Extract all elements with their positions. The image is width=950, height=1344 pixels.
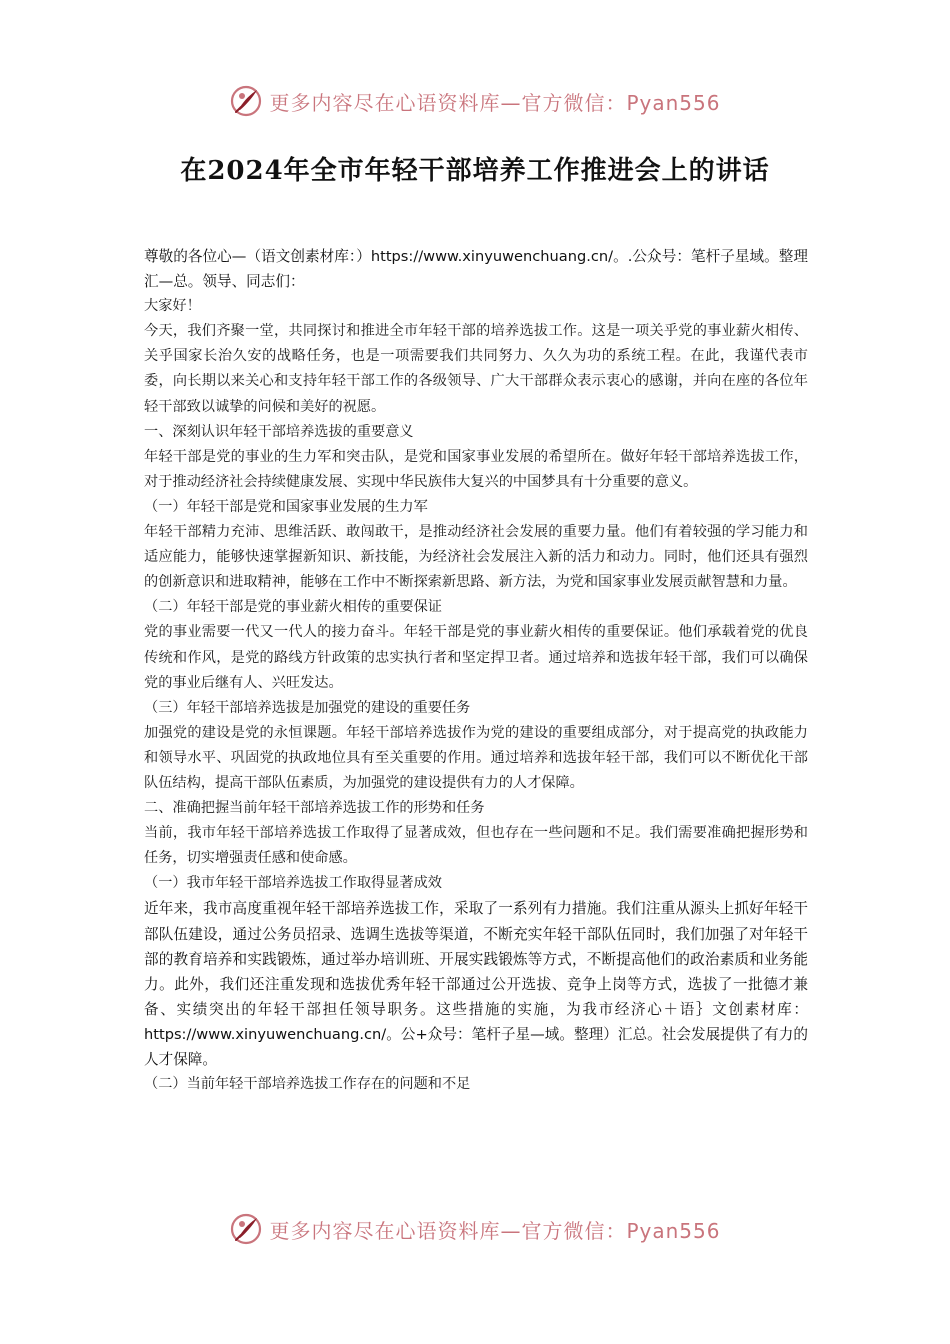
intro-paragraph: 今天，我们齐聚一堂，共同探讨和推进全市年轻干部的培养选拔工作。这是一项关乎党的事业薪火相传、关乎国家长治久安的战略任务，也是一项需要我们共同努力、久久为功的系统工程。在此，我谨代表市委，向长期以来关心和支持年轻干部工作的各级领导、广大干部群众表示衷心的感谢，并向在座的各位年轻干部致以诚挚的问候和美好的祝愿。 [144,323,808,415]
salutation-paragraph: 尊敬的各位心—（语文创素材库：）https://www.xinyuwenchuang.cn/。.公众号：笔杆子星域。整理汇—总。领导、同志们： [144,248,808,291]
watermark-text: 更多内容尽在心语资料库—官方微信：Pyan556 [269,90,721,115]
watermark-banner-bottom [0,1212,950,1246]
section-heading-1: 一、深刻认识年轻干部培养选拔的重要意义 [144,423,414,440]
document-title: 在2024年全市年轻干部培养工作推进会上的讲话 [180,156,770,186]
watermark-banner-top [0,84,950,118]
subsection-heading-2-1: （一）我市年轻干部培养选拔工作取得显著成效 [144,875,442,892]
subsection-heading-1-2: （二）年轻干部是党的事业薪火相传的重要保证 [144,599,442,616]
quill-logo-icon [229,84,263,118]
watermark-text: 更多内容尽在心语资料库—官方微信：Pyan556 [269,1218,721,1243]
body-paragraph: 年轻干部是党的事业的生力军和突击队，是党和国家事业发展的希望所在。做好年轻干部培养选拔工作，对于推动经济社会持续健康发展、实现中华民族伟大复兴的中国梦具有十分重要的意义。 [144,448,808,490]
body-paragraph-achievements: 近年来，我市高度重视年轻干部培养选拔工作，采取了一系列有力措施。我们注重从源头上抓好年轻干部队伍建设，通过公务员招录、选调生选拔等渠道，不断充实年轻干部队伍同时，我们加强了对年轻干部的教育培养和实践锻炼，通过举办培训班、开展实践锻炼等方式，不断提高他们的政治素质和业务能力。此外，我们还注重发现和选拔优秀年轻干部通过公开选拔、竞争上岗等方式，选拔了一批德才兼备、实绩突出的年轻干部担任领导职务。这些措施的实施，为我市经济心＋语｝文创素材库：https://www.xinyuwenchuang.cn/。公+众号：笔杆子星—域。整理）汇总。社会发展提供了有力的人才保障。 [144,900,808,1068]
subsection-heading-2-2: （二）当前年轻干部培养选拔工作存在的问题和不足 [144,1076,471,1093]
body-paragraph: 党的事业需要一代又一代人的接力奋斗。年轻干部是党的事业薪火相传的重要保证。他们承载着党的优良传统和作风，是党的路线方针政策的忠实执行者和坚定捍卫者。通过培养和选拔年轻干部，我们可以确保党的事业后继有人、兴旺发达。 [144,624,808,691]
document-body [144,244,808,1097]
section-heading-2: 二、准确把握当前年轻干部培养选拔工作的形势和任务 [144,800,485,817]
body-paragraph: 当前，我市年轻干部培养选拔工作取得了显著成效，但也存在一些问题和不足。我们需要准确把握形势和任务，切实增强责任感和使命感。 [144,825,808,867]
subsection-heading-1-1: （一）年轻干部是党和国家事业发展的生力军 [144,498,428,515]
body-paragraph: 加强党的建设是党的永恒课题。年轻干部培养选拔作为党的建设的重要组成部分，对于提高党的执政能力和领导水平、巩固党的执政地位具有至关重要的作用。通过培养和选拔年轻干部，我们可以不断优化干部队伍结构，提高干部队伍素质，为加强党的建设提供有力的人才保障。 [144,724,808,791]
quill-logo-icon [229,1212,263,1246]
greeting-paragraph: 大家好！ [144,298,201,315]
subsection-heading-1-3: （三）年轻干部培养选拔是加强党的建设的重要任务 [144,699,471,716]
body-paragraph: 年轻干部精力充沛、思维活跃、敢闯敢干，是推动经济社会发展的重要力量。他们有着较强的学习能力和适应能力，能够快速掌握新知识、新技能，为经济社会发展注入新的活力和动力。同时，他们还具有强烈的创新意识和进取精神，能够在工作中不断探索新思路、新方法，为党和国家事业发展贡献智慧和力量。 [144,524,808,591]
